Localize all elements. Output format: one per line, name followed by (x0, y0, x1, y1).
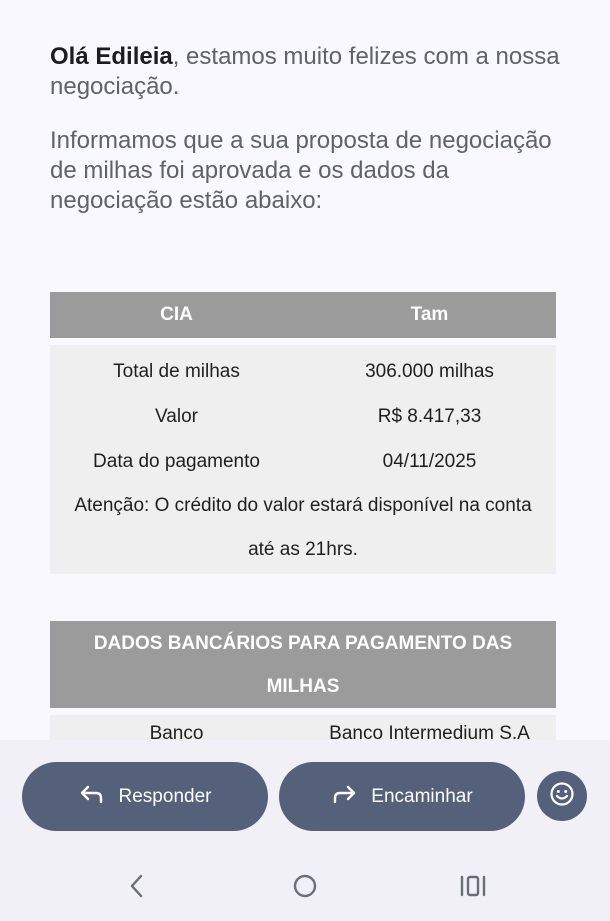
cell-value: Banco Intermedium S.A (303, 715, 556, 740)
recents-icon (459, 874, 487, 903)
reply-button[interactable] (22, 762, 268, 831)
table-row (50, 715, 556, 740)
home-nav-button[interactable] (285, 868, 325, 908)
bank-details-table (50, 621, 556, 740)
back-nav-button[interactable] (117, 868, 157, 908)
credit-note: Atenção: O crédito do valor estará disponível na conta até as 21hrs. (50, 484, 556, 574)
intro-paragraph: Informamos que a sua proposta de negociação de milhas foi aprovada e os dados da negociação estão abaixo: (50, 127, 552, 214)
table-row (50, 439, 556, 484)
bank-details-header: DADOS BANCÁRIOS PARA PAGAMENTO DAS MILHAS (50, 621, 556, 708)
cell-label: Valor (50, 394, 303, 439)
smiley-icon (549, 781, 575, 812)
cell-value: 04/11/2025 (303, 439, 556, 484)
negotiation-table (50, 292, 556, 574)
table-row (50, 345, 556, 394)
forward-label: Encaminhar (371, 785, 473, 807)
back-chevron-icon (127, 873, 147, 904)
greeting-name: Olá Edileia (50, 43, 173, 70)
forward-arrow-icon (331, 783, 357, 811)
forward-button[interactable] (279, 762, 525, 831)
table-header-row (50, 621, 556, 708)
cell-value: 306.000 milhas (303, 345, 556, 394)
home-circle-icon (292, 873, 318, 904)
greeting (50, 42, 570, 102)
cell-label: Banco (50, 715, 303, 740)
reply-label: Responder (118, 785, 212, 807)
header-airline: Tam (303, 292, 556, 338)
cell-label: Total de milhas (50, 345, 303, 394)
cell-value: R$ 8.417,33 (303, 394, 556, 439)
table-row (50, 484, 556, 574)
table-row (50, 394, 556, 439)
recents-nav-button[interactable] (453, 868, 493, 908)
bottom-action-bar (0, 740, 610, 921)
greeting-text: , estamos muito felizes com a nossa negociação. (50, 43, 560, 100)
emoji-reaction-button[interactable] (537, 771, 587, 821)
header-cia: CIA (50, 292, 303, 338)
table-header-row (50, 292, 556, 338)
cell-label: Data do pagamento (50, 439, 303, 484)
reply-arrow-icon (79, 783, 105, 811)
